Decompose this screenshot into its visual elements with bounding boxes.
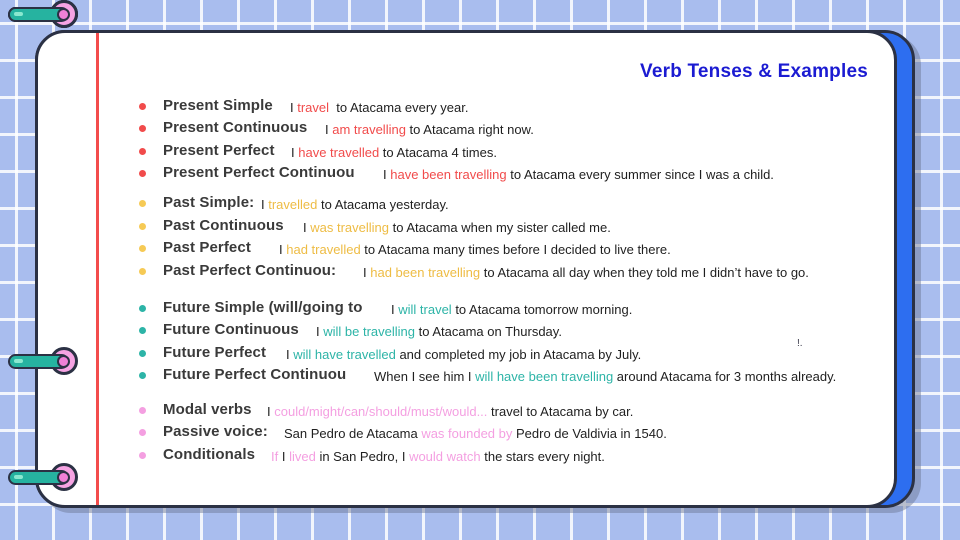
text-artifact: !. bbox=[797, 338, 803, 349]
bullet-icon bbox=[139, 103, 146, 110]
example-segment: in San Pedro, I bbox=[315, 448, 410, 464]
example-segment: I bbox=[278, 448, 290, 464]
tense-line bbox=[0, 400, 960, 421]
tense-line bbox=[0, 261, 960, 282]
tense-line bbox=[0, 320, 960, 341]
bullet-icon bbox=[139, 245, 146, 252]
example-segment: to Atacama right now. bbox=[405, 121, 534, 137]
tense-line bbox=[0, 298, 960, 319]
example-segment: and completed my job in Atacama by July. bbox=[395, 346, 642, 362]
example-segment: I bbox=[383, 166, 391, 182]
example-segment: to Atacama every year. bbox=[329, 99, 469, 115]
example-segment: I bbox=[303, 219, 311, 235]
tense-label: Conditionals bbox=[163, 446, 256, 463]
example-sentence bbox=[276, 241, 673, 259]
example-segment: to Atacama 4 times. bbox=[379, 144, 497, 160]
example-segment: I bbox=[316, 323, 324, 339]
tense-label: Future Perfect Continuou bbox=[163, 366, 347, 383]
tense-line bbox=[0, 365, 960, 386]
verb-highlight: could/might/can/should/must/would... bbox=[274, 403, 488, 419]
example-sentence bbox=[322, 121, 536, 139]
example-segment: I bbox=[279, 241, 287, 257]
verb-highlight: was founded by bbox=[421, 425, 513, 441]
bullet-icon bbox=[139, 148, 146, 155]
example-sentence bbox=[268, 448, 607, 466]
example-sentence bbox=[283, 346, 643, 364]
example-segment: travel to Atacama by car. bbox=[487, 403, 634, 419]
bullet-icon bbox=[139, 407, 146, 414]
tense-label: Past Simple: bbox=[163, 194, 255, 211]
bullet-icon bbox=[139, 452, 146, 459]
verb-highlight: have been travelling bbox=[390, 166, 507, 182]
tense-label: Future Continuous bbox=[163, 321, 299, 338]
tense-line bbox=[0, 445, 960, 466]
example-sentence bbox=[287, 99, 471, 117]
example-segment: to Atacama all day when they told me I didn’t have to go. bbox=[480, 264, 809, 280]
example-segment: I bbox=[286, 346, 294, 362]
verb-highlight: will be travelling bbox=[323, 323, 415, 339]
example-segment: to Atacama tomorrow morning. bbox=[451, 301, 633, 317]
verb-highlight: would watch bbox=[409, 448, 481, 464]
ring-shine-icon bbox=[14, 475, 23, 480]
example-segment: I bbox=[261, 196, 269, 212]
example-sentence bbox=[371, 368, 838, 386]
example-segment: When I see him I bbox=[374, 368, 476, 384]
tense-line bbox=[0, 118, 960, 139]
binder-ring bbox=[0, 463, 80, 491]
example-segment: I bbox=[290, 99, 298, 115]
example-sentence bbox=[258, 196, 451, 214]
example-segment: to Atacama on Thursday. bbox=[415, 323, 562, 339]
verb-highlight: will have travelled bbox=[293, 346, 396, 362]
tense-label: Modal verbs bbox=[163, 401, 252, 418]
verb-highlight: was travelling bbox=[310, 219, 389, 235]
tense-line bbox=[0, 422, 960, 443]
ring-hole-icon bbox=[57, 471, 70, 484]
verb-highlight: have travelled bbox=[298, 144, 380, 160]
ring-hole-icon bbox=[57, 8, 70, 21]
bullet-icon bbox=[139, 170, 146, 177]
binder-ring bbox=[0, 0, 80, 28]
tense-line bbox=[0, 193, 960, 214]
tense-label: Past Perfect bbox=[163, 239, 251, 256]
tense-line bbox=[0, 141, 960, 162]
tense-label: Present Perfect Continuou bbox=[163, 164, 355, 181]
example-segment: to Atacama when my sister called me. bbox=[389, 219, 611, 235]
verb-highlight: will have been travelling bbox=[475, 368, 614, 384]
ring-shine-icon bbox=[14, 12, 23, 17]
tense-label: Past Continuous bbox=[163, 217, 284, 234]
example-sentence bbox=[380, 166, 776, 184]
bullet-icon bbox=[139, 200, 146, 207]
example-sentence bbox=[264, 403, 635, 421]
tense-label: Present Perfect bbox=[163, 142, 275, 159]
tense-label: Passive voice: bbox=[163, 423, 268, 440]
example-segment: to Atacama every summer since I was a child. bbox=[506, 166, 774, 182]
tense-line bbox=[0, 238, 960, 259]
example-sentence bbox=[313, 323, 564, 341]
bullet-icon bbox=[139, 429, 146, 436]
bullet-icon bbox=[139, 327, 146, 334]
verb-highlight: travelled bbox=[268, 196, 318, 212]
example-sentence bbox=[360, 264, 811, 282]
tense-line bbox=[0, 163, 960, 184]
example-sentence bbox=[388, 301, 634, 319]
verb-highlight: If bbox=[271, 448, 279, 464]
page-title: Verb Tenses & Examples bbox=[640, 61, 868, 82]
example-sentence bbox=[281, 425, 669, 443]
tense-label: Future Simple (will/going to bbox=[163, 299, 363, 316]
verb-highlight: had travelled bbox=[286, 241, 361, 257]
bullet-icon bbox=[139, 125, 146, 132]
tense-line bbox=[0, 96, 960, 117]
example-sentence bbox=[300, 219, 613, 237]
example-segment: the stars every night. bbox=[480, 448, 605, 464]
verb-highlight: am travelling bbox=[332, 121, 406, 137]
verb-highlight: travel bbox=[297, 99, 330, 115]
example-segment: I bbox=[363, 264, 371, 280]
tense-label: Present Continuous bbox=[163, 119, 308, 136]
verb-highlight: will travel bbox=[398, 301, 452, 317]
tense-label: Present Simple bbox=[163, 97, 273, 114]
example-segment: I bbox=[391, 301, 399, 317]
example-segment: I bbox=[267, 403, 275, 419]
bullet-icon bbox=[139, 372, 146, 379]
verb-highlight: had been travelling bbox=[370, 264, 481, 280]
example-segment: I bbox=[291, 144, 299, 160]
tense-label: Past Perfect Continuou: bbox=[163, 262, 337, 279]
tense-line bbox=[0, 343, 960, 364]
bullet-icon bbox=[139, 305, 146, 312]
verb-highlight: lived bbox=[289, 448, 316, 464]
example-segment: to Atacama many times before I decided to live there. bbox=[360, 241, 671, 257]
example-segment: Pedro de Valdivia in 1540. bbox=[512, 425, 667, 441]
tense-label: Future Perfect bbox=[163, 344, 267, 361]
example-segment: I bbox=[325, 121, 333, 137]
bullet-icon bbox=[139, 350, 146, 357]
example-segment: to Atacama yesterday. bbox=[317, 196, 449, 212]
tense-line bbox=[0, 216, 960, 237]
example-segment: San Pedro de Atacama bbox=[284, 425, 422, 441]
bullet-icon bbox=[139, 268, 146, 275]
example-sentence bbox=[288, 144, 499, 162]
example-segment: around Atacama for 3 months already. bbox=[613, 368, 837, 384]
bullet-icon bbox=[139, 223, 146, 230]
